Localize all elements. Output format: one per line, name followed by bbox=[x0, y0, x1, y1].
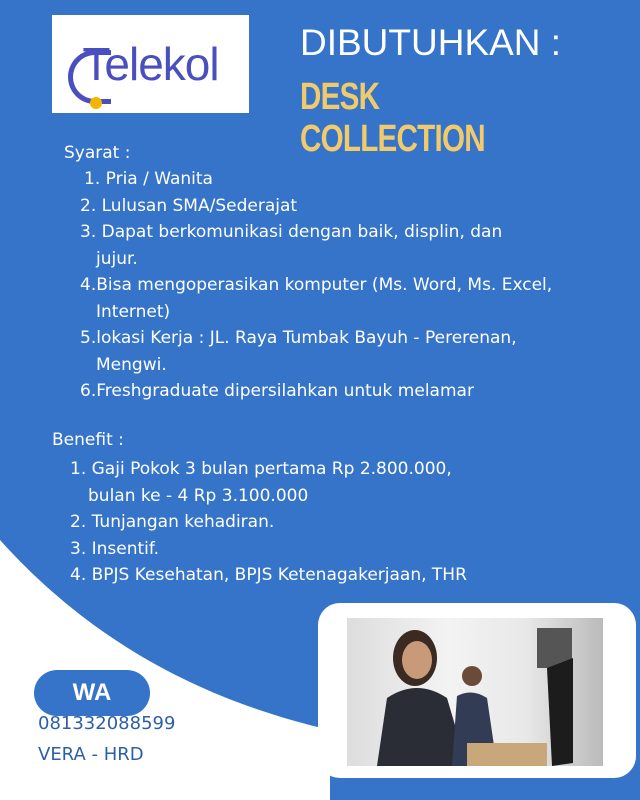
list-item: 3. Insentif. bbox=[70, 538, 160, 559]
benefit-list bbox=[70, 456, 467, 589]
logo-dot bbox=[90, 97, 102, 109]
list-item: 1. Pria / Wanita bbox=[84, 169, 213, 189]
telekol-logo bbox=[52, 15, 249, 113]
list-item: 1. Gaji Pokok 3 bulan pertama Rp 2.800.000, bbox=[70, 459, 452, 479]
list-item: 6.Freshgraduate dipersilahkan untuk melamar bbox=[80, 381, 474, 401]
list-item: Internet) bbox=[96, 301, 171, 322]
list-item: 5.lokasi Kerja : JL. Raya Tumbak Bayuh - Pererenan, bbox=[80, 328, 517, 348]
benefit-heading: Benefit : bbox=[52, 430, 124, 450]
logo-text: Telekol bbox=[82, 38, 219, 90]
list-item: Mengwi. bbox=[96, 354, 167, 375]
list-item: 2. Lulusan SMA/Sederajat bbox=[80, 195, 298, 216]
whatsapp-badge: WA bbox=[34, 670, 150, 716]
position-line: DESK bbox=[300, 76, 380, 118]
call-center-photo bbox=[347, 618, 603, 766]
list-item: jujur. bbox=[96, 248, 138, 269]
list-item: 4. BPJS Kesehatan, BPJS Ketenagakerjaan, THR bbox=[70, 565, 467, 585]
syarat-list bbox=[80, 166, 552, 405]
list-item: 3. Dapat berkomunikasi dengan baik, displin, dan bbox=[80, 222, 503, 242]
phone-number: 081332088599 bbox=[38, 713, 176, 734]
list-item: bulan ke - 4 Rp 3.100.000 bbox=[88, 485, 309, 506]
list-item: 4.Bisa mengoperasikan komputer (Ms. Word, Ms. Excel, bbox=[80, 275, 553, 295]
position-line: COLLECTION bbox=[300, 118, 485, 160]
list-item: 2. Tunjangan kehadiran. bbox=[70, 512, 275, 532]
contact-name: VERA - HRD bbox=[38, 744, 144, 765]
position-title bbox=[300, 76, 485, 160]
syarat-heading: Syarat : bbox=[64, 143, 131, 163]
page-title: DIBUTUHKAN : bbox=[300, 22, 562, 63]
